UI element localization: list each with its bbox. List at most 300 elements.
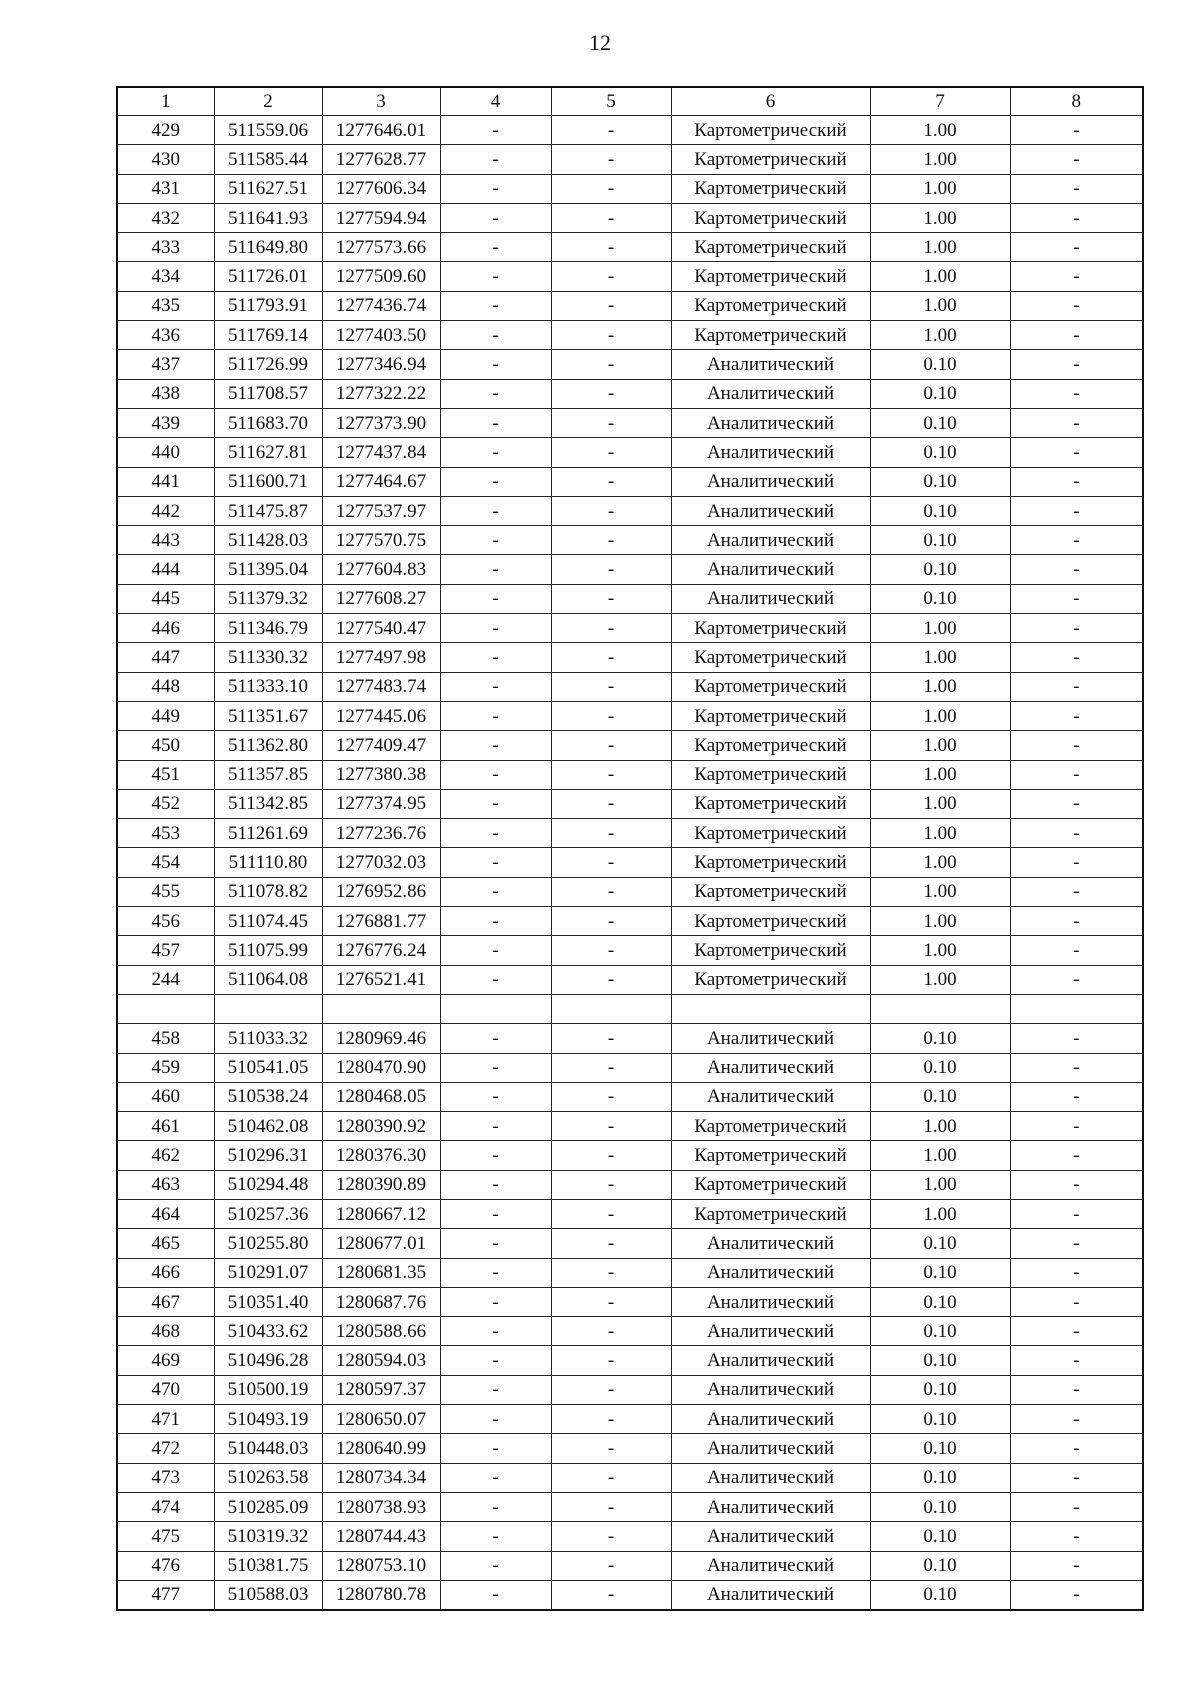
cell-point-number: 431 <box>117 174 214 203</box>
cell-col-5: - <box>551 1522 671 1551</box>
cell-point-number: 462 <box>117 1141 214 1170</box>
cell-x-coordinate: 510351.40 <box>214 1287 322 1316</box>
cell-method: Аналитический <box>671 1346 870 1375</box>
cell-x-coordinate: 510433.62 <box>214 1317 322 1346</box>
cell-col-8: - <box>1010 819 1143 848</box>
cell-x-coordinate: 511428.03 <box>214 526 322 555</box>
cell-method: Аналитический <box>671 1405 870 1434</box>
cell-method: Картометрический <box>671 174 870 203</box>
cell-accuracy: 0.10 <box>870 1317 1010 1346</box>
column-header-8: 8 <box>1010 87 1143 116</box>
cell-col-5: - <box>551 789 671 818</box>
table-row <box>117 760 1143 789</box>
cell-col-4: - <box>440 1053 551 1082</box>
table-row <box>117 1229 1143 1258</box>
cell-point-number: 438 <box>117 379 214 408</box>
cell-col-8: - <box>1010 145 1143 174</box>
table-row <box>117 438 1143 467</box>
cell-col-4: - <box>440 848 551 877</box>
cell-col-4: - <box>440 1405 551 1434</box>
cell-method: Картометрический <box>671 672 870 701</box>
cell-x-coordinate: 510496.28 <box>214 1346 322 1375</box>
cell-col-5: - <box>551 1024 671 1053</box>
cell-point-number: 440 <box>117 438 214 467</box>
cell-method: Картометрический <box>671 701 870 730</box>
cell-col-4: - <box>440 584 551 613</box>
table-row <box>117 994 1143 1023</box>
table-row <box>117 1522 1143 1551</box>
table-row <box>117 1287 1143 1316</box>
table-row <box>117 1053 1143 1082</box>
cell-accuracy: 0.10 <box>870 1522 1010 1551</box>
cell-accuracy: 0.10 <box>870 584 1010 613</box>
cell-accuracy: 1.00 <box>870 1199 1010 1228</box>
cell-x-coordinate: 511075.99 <box>214 936 322 965</box>
cell-x-coordinate: 511793.91 <box>214 291 322 320</box>
cell-col-5: - <box>551 1199 671 1228</box>
cell-method: Аналитический <box>671 1317 870 1346</box>
cell-col-4: - <box>440 1551 551 1580</box>
table-row <box>117 1170 1143 1199</box>
cell-col-8: - <box>1010 321 1143 350</box>
cell-x-coordinate: 511110.80 <box>214 848 322 877</box>
table-row <box>117 672 1143 701</box>
cell-x-coordinate: 511074.45 <box>214 907 322 936</box>
cell-x-coordinate: 511330.32 <box>214 643 322 672</box>
cell-col-4: - <box>440 614 551 643</box>
cell-y-coordinate: 1280390.89 <box>322 1170 440 1199</box>
cell-y-coordinate: 1280468.05 <box>322 1082 440 1111</box>
cell-col-8: - <box>1010 877 1143 906</box>
cell-col-4: - <box>440 233 551 262</box>
cell-x-coordinate: 510255.80 <box>214 1229 322 1258</box>
cell-col-8 <box>1010 994 1143 1023</box>
cell-col-5: - <box>551 116 671 145</box>
cell-col-5: - <box>551 936 671 965</box>
cell-y-coordinate: 1280969.46 <box>322 1024 440 1053</box>
table-row <box>117 819 1143 848</box>
cell-point-number: 430 <box>117 145 214 174</box>
cell-y-coordinate: 1277608.27 <box>322 584 440 613</box>
cell-accuracy: 0.10 <box>870 526 1010 555</box>
cell-y-coordinate: 1277540.47 <box>322 614 440 643</box>
cell-accuracy: 1.00 <box>870 1170 1010 1199</box>
cell-x-coordinate: 511649.80 <box>214 233 322 262</box>
cell-y-coordinate: 1280753.10 <box>322 1551 440 1580</box>
cell-col-4: - <box>440 555 551 584</box>
cell-x-coordinate: 511726.99 <box>214 350 322 379</box>
cell-col-4: - <box>440 1434 551 1463</box>
cell-y-coordinate: 1277594.94 <box>322 203 440 232</box>
cell-accuracy: 1.00 <box>870 848 1010 877</box>
cell-col-8: - <box>1010 1170 1143 1199</box>
cell-col-4: - <box>440 408 551 437</box>
table-row <box>117 1405 1143 1434</box>
cell-col-5: - <box>551 467 671 496</box>
cell-y-coordinate: 1276952.86 <box>322 877 440 906</box>
cell-col-8: - <box>1010 1375 1143 1404</box>
cell-col-5: - <box>551 1053 671 1082</box>
cell-point-number <box>117 994 214 1023</box>
table-row <box>117 1492 1143 1521</box>
cell-accuracy: 0.10 <box>870 1434 1010 1463</box>
cell-y-coordinate: 1277483.74 <box>322 672 440 701</box>
cell-col-4: - <box>440 145 551 174</box>
cell-col-5: - <box>551 1375 671 1404</box>
cell-col-4: - <box>440 1317 551 1346</box>
table-row <box>117 379 1143 408</box>
cell-col-8: - <box>1010 936 1143 965</box>
cell-x-coordinate: 511627.51 <box>214 174 322 203</box>
cell-y-coordinate: 1280687.76 <box>322 1287 440 1316</box>
cell-accuracy: 0.10 <box>870 1580 1010 1610</box>
cell-accuracy: 1.00 <box>870 203 1010 232</box>
cell-y-coordinate: 1277464.67 <box>322 467 440 496</box>
cell-col-5: - <box>551 555 671 584</box>
cell-y-coordinate: 1277537.97 <box>322 496 440 525</box>
cell-col-4: - <box>440 116 551 145</box>
cell-point-number: 444 <box>117 555 214 584</box>
cell-col-8: - <box>1010 1463 1143 1492</box>
table-row <box>117 145 1143 174</box>
cell-point-number: 244 <box>117 965 214 994</box>
cell-x-coordinate: 510296.31 <box>214 1141 322 1170</box>
table-row <box>117 555 1143 584</box>
cell-accuracy: 1.00 <box>870 262 1010 291</box>
cell-col-5: - <box>551 1170 671 1199</box>
table-row <box>117 965 1143 994</box>
table-row <box>117 1551 1143 1580</box>
cell-x-coordinate: 510462.08 <box>214 1112 322 1141</box>
cell-point-number: 471 <box>117 1405 214 1434</box>
cell-accuracy: 0.10 <box>870 438 1010 467</box>
cell-y-coordinate: 1277628.77 <box>322 145 440 174</box>
cell-col-4: - <box>440 1346 551 1375</box>
cell-col-4: - <box>440 321 551 350</box>
cell-method: Картометрический <box>671 789 870 818</box>
cell-point-number: 470 <box>117 1375 214 1404</box>
cell-col-8: - <box>1010 233 1143 262</box>
cell-accuracy: 0.10 <box>870 379 1010 408</box>
cell-col-5 <box>551 994 671 1023</box>
cell-col-5: - <box>551 1405 671 1434</box>
cell-method: Аналитический <box>671 1463 870 1492</box>
cell-col-5: - <box>551 1434 671 1463</box>
cell-point-number: 429 <box>117 116 214 145</box>
cell-method: Картометрический <box>671 233 870 262</box>
cell-point-number: 455 <box>117 877 214 906</box>
cell-col-5: - <box>551 408 671 437</box>
table-row <box>117 262 1143 291</box>
cell-col-8: - <box>1010 1287 1143 1316</box>
cell-accuracy: 0.10 <box>870 1024 1010 1053</box>
cell-col-5: - <box>551 819 671 848</box>
column-header-1: 1 <box>117 87 214 116</box>
cell-method: Картометрический <box>671 116 870 145</box>
cell-point-number: 434 <box>117 262 214 291</box>
cell-col-5: - <box>551 965 671 994</box>
cell-col-8: - <box>1010 1141 1143 1170</box>
cell-point-number: 456 <box>117 907 214 936</box>
cell-accuracy: 1.00 <box>870 965 1010 994</box>
cell-col-5: - <box>551 174 671 203</box>
cell-col-8: - <box>1010 262 1143 291</box>
cell-method: Аналитический <box>671 467 870 496</box>
cell-method: Аналитический <box>671 1492 870 1521</box>
cell-method: Картометрический <box>671 1199 870 1228</box>
cell-col-8: - <box>1010 438 1143 467</box>
cell-point-number: 432 <box>117 203 214 232</box>
cell-method: Аналитический <box>671 1522 870 1551</box>
cell-col-4: - <box>440 1287 551 1316</box>
cell-col-5: - <box>551 877 671 906</box>
cell-y-coordinate: 1277436.74 <box>322 291 440 320</box>
cell-method: Аналитический <box>671 438 870 467</box>
cell-method: Аналитический <box>671 1375 870 1404</box>
cell-point-number: 472 <box>117 1434 214 1463</box>
cell-col-4: - <box>440 1522 551 1551</box>
cell-col-8: - <box>1010 1112 1143 1141</box>
table-row <box>117 1317 1143 1346</box>
cell-accuracy: 1.00 <box>870 233 1010 262</box>
cell-method: Картометрический <box>671 731 870 760</box>
cell-point-number: 469 <box>117 1346 214 1375</box>
cell-x-coordinate: 510493.19 <box>214 1405 322 1434</box>
cell-x-coordinate: 511078.82 <box>214 877 322 906</box>
table-row <box>117 1024 1143 1053</box>
cell-y-coordinate: 1277403.50 <box>322 321 440 350</box>
cell-x-coordinate: 511559.06 <box>214 116 322 145</box>
cell-col-8: - <box>1010 1082 1143 1111</box>
cell-accuracy: 1.00 <box>870 819 1010 848</box>
cell-point-number: 447 <box>117 643 214 672</box>
cell-col-4: - <box>440 350 551 379</box>
cell-col-8: - <box>1010 379 1143 408</box>
cell-y-coordinate: 1280780.78 <box>322 1580 440 1610</box>
cell-y-coordinate: 1280738.93 <box>322 1492 440 1521</box>
cell-col-4: - <box>440 907 551 936</box>
table-row <box>117 526 1143 555</box>
cell-col-5: - <box>551 321 671 350</box>
cell-point-number: 445 <box>117 584 214 613</box>
cell-y-coordinate: 1280588.66 <box>322 1317 440 1346</box>
cell-x-coordinate: 510538.24 <box>214 1082 322 1111</box>
cell-y-coordinate: 1280744.43 <box>322 1522 440 1551</box>
cell-col-4: - <box>440 174 551 203</box>
cell-col-8: - <box>1010 1258 1143 1287</box>
cell-method: Картометрический <box>671 321 870 350</box>
cell-method: Аналитический <box>671 584 870 613</box>
cell-method: Аналитический <box>671 1434 870 1463</box>
cell-col-4 <box>440 994 551 1023</box>
cell-col-5: - <box>551 1287 671 1316</box>
cell-col-8: - <box>1010 1317 1143 1346</box>
cell-method: Картометрический <box>671 877 870 906</box>
cell-y-coordinate: 1277374.95 <box>322 789 440 818</box>
cell-accuracy: 0.10 <box>870 408 1010 437</box>
cell-point-number: 475 <box>117 1522 214 1551</box>
cell-accuracy: 1.00 <box>870 291 1010 320</box>
cell-col-8: - <box>1010 848 1143 877</box>
table-row <box>117 731 1143 760</box>
cell-col-8: - <box>1010 467 1143 496</box>
cell-col-5: - <box>551 526 671 555</box>
cell-y-coordinate: 1280677.01 <box>322 1229 440 1258</box>
cell-col-8: - <box>1010 1053 1143 1082</box>
cell-method <box>671 994 870 1023</box>
cell-point-number: 452 <box>117 789 214 818</box>
cell-x-coordinate: 511346.79 <box>214 614 322 643</box>
cell-method: Картометрический <box>671 614 870 643</box>
cell-x-coordinate: 510541.05 <box>214 1053 322 1082</box>
cell-y-coordinate: 1277346.94 <box>322 350 440 379</box>
cell-x-coordinate: 511475.87 <box>214 496 322 525</box>
cell-point-number: 468 <box>117 1317 214 1346</box>
cell-x-coordinate: 510263.58 <box>214 1463 322 1492</box>
table-row <box>117 936 1143 965</box>
cell-col-4: - <box>440 877 551 906</box>
cell-col-4: - <box>440 1199 551 1228</box>
cell-method: Аналитический <box>671 1082 870 1111</box>
cell-col-5: - <box>551 145 671 174</box>
cell-x-coordinate: 511600.71 <box>214 467 322 496</box>
table-row <box>117 789 1143 818</box>
cell-y-coordinate: 1280594.03 <box>322 1346 440 1375</box>
cell-col-8: - <box>1010 701 1143 730</box>
cell-point-number: 449 <box>117 701 214 730</box>
cell-x-coordinate: 510319.32 <box>214 1522 322 1551</box>
table-row <box>117 643 1143 672</box>
cell-accuracy: 1.00 <box>870 936 1010 965</box>
cell-y-coordinate: 1277409.47 <box>322 731 440 760</box>
cell-col-4: - <box>440 1082 551 1111</box>
cell-y-coordinate: 1280640.99 <box>322 1434 440 1463</box>
cell-col-4: - <box>440 438 551 467</box>
cell-col-5: - <box>551 496 671 525</box>
cell-col-5: - <box>551 760 671 789</box>
cell-col-5: - <box>551 1317 671 1346</box>
cell-y-coordinate: 1277570.75 <box>322 526 440 555</box>
column-header-4: 4 <box>440 87 551 116</box>
cell-method: Аналитический <box>671 1053 870 1082</box>
cell-col-8: - <box>1010 496 1143 525</box>
cell-point-number: 454 <box>117 848 214 877</box>
cell-point-number: 448 <box>117 672 214 701</box>
cell-y-coordinate <box>322 994 440 1023</box>
cell-accuracy: 0.10 <box>870 1551 1010 1580</box>
cell-method: Аналитический <box>671 1229 870 1258</box>
cell-x-coordinate <box>214 994 322 1023</box>
cell-accuracy: 1.00 <box>870 731 1010 760</box>
table-row <box>117 1141 1143 1170</box>
cell-accuracy: 0.10 <box>870 1287 1010 1316</box>
cell-x-coordinate: 510448.03 <box>214 1434 322 1463</box>
cell-point-number: 476 <box>117 1551 214 1580</box>
cell-accuracy: 0.10 <box>870 1492 1010 1521</box>
cell-x-coordinate: 510285.09 <box>214 1492 322 1521</box>
cell-x-coordinate: 510588.03 <box>214 1580 322 1610</box>
cell-y-coordinate: 1280376.30 <box>322 1141 440 1170</box>
cell-col-5: - <box>551 438 671 467</box>
cell-accuracy: 0.10 <box>870 1229 1010 1258</box>
cell-method: Картометрический <box>671 643 870 672</box>
cell-y-coordinate: 1277606.34 <box>322 174 440 203</box>
cell-y-coordinate: 1280681.35 <box>322 1258 440 1287</box>
cell-y-coordinate: 1277373.90 <box>322 408 440 437</box>
cell-point-number: 464 <box>117 1199 214 1228</box>
cell-x-coordinate: 510257.36 <box>214 1199 322 1228</box>
cell-accuracy: 0.10 <box>870 555 1010 584</box>
cell-method: Аналитический <box>671 1580 870 1610</box>
cell-accuracy: 1.00 <box>870 116 1010 145</box>
cell-method: Картометрический <box>671 848 870 877</box>
table-row <box>117 321 1143 350</box>
cell-y-coordinate: 1277604.83 <box>322 555 440 584</box>
cell-y-coordinate: 1277236.76 <box>322 819 440 848</box>
cell-point-number: 474 <box>117 1492 214 1521</box>
table-row <box>117 408 1143 437</box>
cell-accuracy: 1.00 <box>870 1141 1010 1170</box>
cell-accuracy: 1.00 <box>870 174 1010 203</box>
cell-col-5: - <box>551 1082 671 1111</box>
cell-col-5: - <box>551 731 671 760</box>
cell-col-8: - <box>1010 1551 1143 1580</box>
cell-col-4: - <box>440 203 551 232</box>
cell-x-coordinate: 510381.75 <box>214 1551 322 1580</box>
cell-col-8: - <box>1010 643 1143 672</box>
cell-x-coordinate: 511033.32 <box>214 1024 322 1053</box>
cell-accuracy: 1.00 <box>870 321 1010 350</box>
cell-x-coordinate: 511333.10 <box>214 672 322 701</box>
cell-accuracy: 0.10 <box>870 1405 1010 1434</box>
cell-col-5: - <box>551 379 671 408</box>
cell-accuracy: 1.00 <box>870 701 1010 730</box>
cell-col-8: - <box>1010 1492 1143 1521</box>
cell-col-4: - <box>440 731 551 760</box>
cell-col-5: - <box>551 907 671 936</box>
cell-col-8: - <box>1010 1346 1143 1375</box>
column-header-6: 6 <box>671 87 870 116</box>
cell-method: Картометрический <box>671 1170 870 1199</box>
cell-col-5: - <box>551 614 671 643</box>
cell-col-5: - <box>551 1463 671 1492</box>
cell-point-number: 437 <box>117 350 214 379</box>
cell-col-8: - <box>1010 965 1143 994</box>
cell-col-8: - <box>1010 526 1143 555</box>
cell-x-coordinate: 511379.32 <box>214 584 322 613</box>
cell-col-8: - <box>1010 408 1143 437</box>
cell-method: Картометрический <box>671 1112 870 1141</box>
cell-y-coordinate: 1280734.34 <box>322 1463 440 1492</box>
table-row <box>117 291 1143 320</box>
cell-col-8: - <box>1010 731 1143 760</box>
cell-y-coordinate: 1276521.41 <box>322 965 440 994</box>
cell-accuracy: 1.00 <box>870 1112 1010 1141</box>
cell-point-number: 436 <box>117 321 214 350</box>
cell-y-coordinate: 1277032.03 <box>322 848 440 877</box>
cell-accuracy: 0.10 <box>870 1463 1010 1492</box>
cell-col-5: - <box>551 1141 671 1170</box>
cell-col-4: - <box>440 526 551 555</box>
cell-accuracy: 0.10 <box>870 1082 1010 1111</box>
table-row <box>117 174 1143 203</box>
cell-point-number: 477 <box>117 1580 214 1610</box>
cell-method: Аналитический <box>671 1024 870 1053</box>
table-row <box>117 1434 1143 1463</box>
cell-accuracy: 1.00 <box>870 877 1010 906</box>
cell-col-4: - <box>440 1258 551 1287</box>
cell-accuracy: 0.10 <box>870 1346 1010 1375</box>
